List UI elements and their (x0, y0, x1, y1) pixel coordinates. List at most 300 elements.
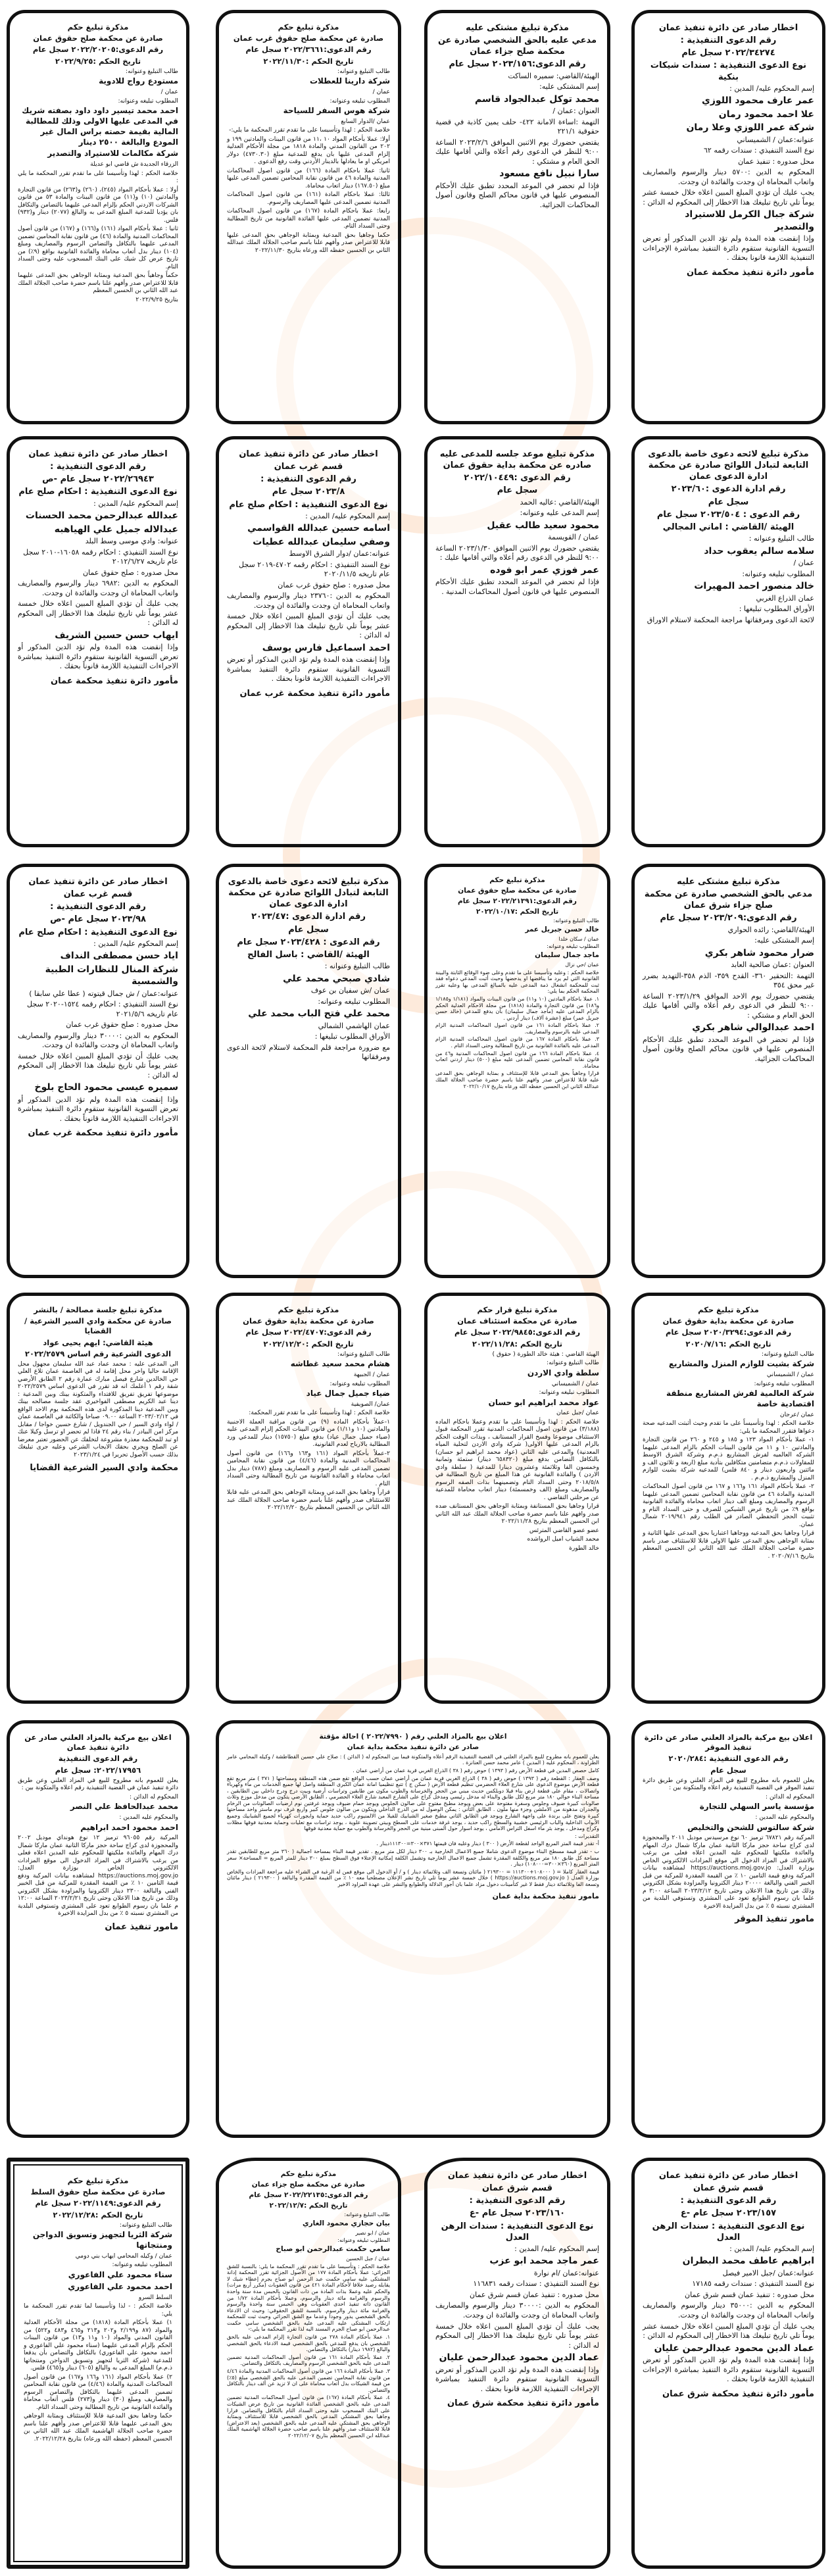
notice-label: المطلوب تبليغه وعنوانه: (330, 1379, 390, 1387)
notice-label: المطلوب تبليغه وعنوانه: (742, 569, 814, 578)
notice-paragraph: ثانيا: عملا باحكام المادة (١٦٦) من قانون اصول المحاكمات المدنية والمادة ٤٦ من قانون نقابة المحامين تضمين المدعى عليها مبلغ (١٦٧.٥٠) دينار اتعاب محاماة. (227, 166, 390, 189)
notice-heading: هيئة القاضي: ايهم يحيى عواد (43, 1337, 153, 1347)
notice-label: الأوراق المطلوب تبليغها : (314, 1032, 390, 1041)
notice-paragraph: ٤. عملا بأحكام المادة (١٦٧) من قانون أصول المحاكمات المدنية تضمين المدعى عليه بالحق الشخصي الفائدة القانونية من تاريخ عرض الشيكات على البنك المسحوب عليه وحتى السداد التام بالتكافل والتضامن. قرارا وجاهيا بحق المشتكي المدعي بالحق الشخصي قابلا للاستئناف وبمثابة الوجاهي بحق المشتكى عليه المدعى عليه بالحق الشخصي (بعد الاعتراض) قابلا للاستئناف صدر وأفهم علنا باسم صاحب حضرة الجلالة الهاشمية الملك عبدالله ابن الحسين المعظم بتاريخ ٢٠٢٢/١٢/٠٧ (227, 2394, 390, 2439)
party-name: اياد حسن مصطفى النداف (60, 951, 178, 962)
notice-label: المطلوب تبليغه وعنوانه: (337, 2237, 390, 2244)
notice-heading: رقم ادارة الدعوى :٢٠٢٣/٦٠ (671, 484, 786, 495)
notice-paragraph: فإذا لم تحضر في الموعد المحدد تطبق عليك الأحكام المنصوص عليها في قانون أصول المحاكمات المدنية . (435, 578, 599, 596)
notice-label: المطلوب تبليغه وعنوانه: (318, 997, 390, 1006)
notice-heading: رقم الدعوى:٢٠٢٢/٢٠٢٠٥ سجل عام (32, 45, 164, 55)
notice-paragraph: خلاصة الحكم : لهذا وتأسيساً على ما تقدم تقرر المحكمة: (249, 1409, 390, 1417)
party-name: عبدالله عبدالرحمن محمد الحسنات (25, 510, 178, 522)
notice-heading: رقم الدعوى:٢٠٢٢/٣٦٦١ سجل عام (245, 45, 372, 55)
notice-label: إسم المحكوم عليه/ المدين : (729, 2244, 814, 2253)
legal-notice (7, 1293, 189, 1704)
legal-notice (216, 864, 401, 1278)
notice-label: الهيئة القاضي : هيئة خالد الطورة ( حقوق ) (492, 1350, 599, 1358)
notice-label: عنوانه:عمان /دوار الشرق الاوسط (289, 549, 390, 558)
notice-heading: رقم الدعوى التنفيذية : (469, 2196, 566, 2206)
notice-label: عنوانه:عمان /جبل الامير فيصل (722, 2268, 814, 2277)
notice-signature: مأمور دائرة تنفيذ محكمة غرب عمان (28, 1128, 178, 1139)
notice-paragraph: أولا: عملا بأحكام المواد ١٠ ،١١ من قانون البينات والمادتين ١٩٩ و ٢٠٢ من القانون المدني والمادة ١٨١٨ من مجلة الأحكام العدلية إلزام المدعى عليها بان يدفع للمدعية مبلغ (٤٧٣٠.٣٠) دولار امريكي او ما يعادلها بالدينار الأردني وقت رفع الدعوى . (227, 135, 391, 166)
notice-paragraph: وإذا إنقضت هذه المدة ولم تؤد الدين المذكور أو تعرض التسوية القانونية ستقوم دائرة التنفيذ بمباشرة الإجراءات التنفيذية اللازمة قانونا بحقك . (643, 2356, 814, 2384)
legal-notice (424, 2158, 610, 2569)
notice-paragraph: لائحة الدعوى ومرفقاتها مراجعة المحكمة لاستلام الاوراق (647, 615, 814, 624)
notice-heading: صادرة عن محكمة صلح حقوق عمان (458, 886, 577, 895)
notice-heading: اخطار صادر عن دائرة تنفيذ عمان (28, 449, 168, 459)
notice-heading: اخطار صادر عن دائرة تنفيذ عمان (239, 449, 378, 459)
notice-label: عمان / وكيله المحامي ايهاب بني دومي (75, 2252, 172, 2260)
notice-label: عمان / الشميساني (766, 1371, 814, 1379)
notice-heading: صادرة عن محكمة صلح حقوق السلط (30, 2187, 166, 2197)
notice-paragraph: رابعا: عملا باحكام المادة (١٦٧) من قانون اصول المحاكمات المدنية تضمين المدعى عليها الفائدة القانونية من تاريخ المطالبة وحتى السداد التام. (227, 207, 390, 230)
notice-heading: ٢٠٢٢/١٧٩٥٦: سجل عام (55, 1765, 141, 1775)
notice-paragraph: وصف العقار : القطعة رقم ( ١٣٩٣ ) حوض رقم ( ٣٨ ) الذراع الغربي قرية عمان من أراضي عمان حسب الواقع تقع ضمن هذه المنطقة ومساحتها ( ٣٧١ ) متر مربع تقع قطعة الأرض موضوع الدعوى على شارع العلاء الحضرمي تنظيم قطعة الأرض ( سكن ج ) تتبع تنظيميا امانة عمان الكبرى المنطقة واصل لها جميع الخدمات من ماء وكهرباء واتصالات ، مقام على قطعة ارض بناء فيلا دوبلكس حديث مبني من الحجر والخرسانة والطوب مكون من طابقين وتراسات أرضية وبيت درج ودرج داخلي بين الطابقين ، مساحة البناء حوالي ١٨٠ متر مربع لكل طابق والبناء له مدخل رئيسي ومدخل كراج على الشارع المعبد شارع العلاء الحضرمي ، الطابق الأرضي يتكون من مدخل موزع وثلاث صالونات كبيرة ضيوف وجلوس وسفرة مفتوحة على بعض ويوجد مطبخ مفتوح على صالون الجلوس ويوجد حمام ضيوف ويوجد غرفتين نوم ارضيات الصالونات من الرخام والجدران مدهونة من الاملشن وجزء منها ملون . الطابق الثاني : يمكن الوصول له من الدرج الداخلي ويتكون من صالون جلوس كبير واربع غرف نوم ماستر واحد مساحتها كبيرة وتفتح على برندة على واجهة الشارع ويوجد في الطابق الثاني مطبخ صغير الشبابيك للفيلا من الالمنيوم راكب حديد حماية وابجورات كهرباء لجميع الشبابيك وجميع الأبواب الداخلية والباب الرئيسي خشبية والسطح راكب حديد ، يوجد غرفة خدمات على السطح وبيتي تصوينة علوية ، يوجد تراسات مع تعليات وحماية معدنية فوقها مظلات وكراج ومدخل ، يوجد بئر ماء اسفل التراس الامامي ، يوجد اسوار حول المبنى مبنية من الحجر والخرسانة والطوب مع حماية معدنية فوقها (227, 1775, 600, 1832)
notice-paragraph: يعلن للعموم بانه مطروح للبيع في المزاد العلني وعن طريق دائرة تنفيذ عمان في القضية التنفيذية رقم اعلاه والمتكونة بين : (18, 1776, 178, 1792)
notice-heading: مذكرة تبليغ قرار حكم (477, 1305, 558, 1314)
notice-paragraph: يجب عليك أن تؤدي المبلغ المبين اعلاه خلال خمسة عشر يوماً تلي تاريخ تبليغك هذا الاخطار إلى المحكوم له الدائن : (18, 1051, 178, 1079)
notice-signature: مامور تنفيذ عمان (105, 1921, 178, 1932)
notice-paragraph: ثالثا: عملا باحكام المادة (١٦١) من قانون اصول المحاكمات المدنية تضمين المدعى عليها المصاريف والرسوم. (227, 191, 390, 206)
notice-label: والمحكوم عليه المدين : (755, 1814, 814, 1821)
party-name: احمد اسماعيل فارس يوسف (262, 642, 390, 653)
party-name: ماجد جمال سليمان (535, 951, 599, 960)
party-name: وصفي سليمان عبدالله عطيات (253, 536, 390, 547)
notice-label: طالب التبليغ وعنوانه: (762, 1350, 814, 1358)
notice-label: المطلوب تبليغه وعنوانه: (118, 97, 178, 105)
notice-heading: رقم الدعوى:٢٠٢٣/٢٠٩ سجل عام (660, 913, 797, 924)
notice-heading: تاريخ الحكم :٢٠٢٢/١٢/٢٨ (53, 2210, 143, 2219)
party-name: شركة بشيت للوازم المنزل والمشاريع (668, 1359, 814, 1369)
notice-label: السلط السرو (138, 2293, 172, 2301)
party-name: سارا نبيل نافع مسعود (499, 168, 599, 180)
notice-label: إسم المشتكى عليه: (539, 82, 599, 91)
party-name: محمود سعيد طالب عقيل (487, 520, 599, 531)
notice-label: طالب التبليغ وعنوانه : (748, 534, 814, 543)
notice-heading: صادرة عن محكمة استئناف عمان (457, 1316, 577, 1326)
notice-paragraph: يقتضي حضورك يوم الاثنين الموافق ٢٠٢٣/٢/٦ الساعة ٩:٠٠ للنظر في الدعوى رقم أعلاه والتي أقامها عليك الحق العام و مشتكي : (435, 137, 600, 166)
notice-label: عمان / الشميساني (551, 1379, 599, 1387)
notice-paragraph: أ- تقدر قيمة المتر المربع الواحد لقطعة الأرض ( ٣٠٠ ) دينار وعليه فان قيمتها ٣٧١×٣٠٠=١١١٣٠٠دينار . (376, 1841, 599, 1847)
notice-label: إسم المحكوم عليه/ المدين : (514, 2244, 599, 2253)
notice-paragraph: حكماً وجاهياً بحق المدعية وبمثابة الوجاهي بحق المدعى عليهما قابلا للاعتراض صدر وأفهم علنا باسم حضرة صاحب الجلالة الملك عبد الله الثاني بن الحسين المعظم (18, 272, 178, 295)
notice-heading: رقم الدعوى:٢٠٢٢/٩٨٤٥ سجل عام (454, 1327, 581, 1337)
notice-heading: نوع الدعوى التنفيذية : احكام صلح عام (18, 487, 178, 497)
party-name: عماد الدين محمود عبدالرحمن عليان (439, 2352, 599, 2364)
notice-signature: محكمة وادي السير الشرعية القضايا (30, 1463, 178, 1474)
party-name: خالد منصور احمد المهيرات (694, 581, 814, 592)
notice-label: عضو عضو القاضي المترئس (529, 1526, 599, 1534)
notice-paragraph: يجب عليك أن تؤدي المبلغ المبين اعلاه خلال خمسة عشر يوماً تلي تاريخ تبليغك هذا الاخطار إلى المحكوم له الدائن : (435, 2321, 599, 2350)
party-name: مؤسسة ياسر السهلي للتجارة (699, 1802, 814, 1812)
notice-heading: ٢٠٢٣/١٦٠ سجل عام -ع (469, 2208, 566, 2219)
notice-paragraph: حكما وجاهيا بحق المدعية وبمثابة الوجاهي بحق المدعى عليها قابلا للاعتراض صدر وأفهم علنا باسم صاحب الجلالة الملك عبدالله الثاني بن الحسين حفظه الله ورعاه بتاريخ ٢٠٢٢/١١/٣٠ (227, 231, 390, 254)
notice-label: عمان الذراع الغربي (756, 593, 814, 603)
notice-heading: مذكرة تبليغ حكم (489, 876, 545, 884)
notice-label: عمان /عرجان (779, 1410, 814, 1418)
party-name: شركة عمر اللوزي وعلا رمان (686, 122, 814, 134)
notice-heading: رقم الدعوى التنفيذية : (50, 462, 146, 472)
notice-label: عمان / (793, 558, 814, 568)
notice-paragraph: ١. عملا بأحكام المادة ٢٧٨ من قانون التجارة إلزام المدعى عليه بالحق الشخصي بان يدفع للمدعي بالحق الشخصي قيمة الادعاء بالحق الشخصي والبالغ (١٩٨٢ دينار) بالتكافل والتضامن. (227, 2334, 391, 2353)
notice-label: والمحكوم عليه المدين : (119, 1814, 178, 1821)
notice-label: نوع السند التنفيذي : احكام رقمه ٤٧٠٢-٢٠١٩ سجل عام تاريخه ٢٠٢٠/١١/٥ (239, 560, 390, 579)
legal-notice (631, 10, 825, 424)
notice-label: نوع السند التنفيذي : سندات رقمه ٦٢ (704, 146, 814, 155)
notice-heading: رقم الدعوى التنفيذية :٢٠٢٠/٢٨٤ (668, 1754, 789, 1764)
legal-notice (216, 1720, 610, 2138)
party-name: ابراهيم عاطف محمد البطران (682, 2256, 814, 2267)
party-name: هشام محمد سعيد غطاشه (290, 1359, 390, 1369)
notice-paragraph: خلاصة الحكم : لهذا وتأسيسا على ما تقدم وعملا باحكام الماده (٣/١٨٨) من قانون اصول المحاكمات المدنية تقرر المحكمة قبول الاستئناف موضوعا وفسخ القرار المستانف ، وبذات الوقت الحكم بالزام المدعى عليها الاولى( شركة وادي الاردن لتحلية المياه المعدنية) والمدعى عليه الثاني (عواد محمد ابراهيم ابو حسان) بالتكافل التضامن بدفع مبلغ (٦٥٨٣٢٠ دينار) ستمئة وثمانية وخمسون الفا وثلاثمئة وعشرون دينارا للمدعية ( سلطة وادي الاردن ) والفائدة القانونية عن هذا المبلغ من تاريخ المطالبة في ٢٠١٨/٥/٨ وحتى السداد التام وتضمينهما بذات الصفه الرسوم والمصاريف ومبلغ (الف وخمسمئة) دينار اتعاب محاماة للمدعية عن مرحلتي التقاضي . (435, 1418, 599, 1501)
notice-paragraph: يعلن للعموم بانه مطروح للبيع بالمزاد العلني في القضية التنفيذية الرقم أعلاه والمتكونة فيما بين المحكوم له ( الدائن ) : صلاح علي حسين القطاطشة / وكيله المحامي عامر الطراونة ، المحكوم عليه ( المدين ) عامر محمد حسن العنانزة . (227, 1753, 599, 1766)
notice-heading: اخطار صادر عن دائرة تنفيذ عمان (658, 2171, 798, 2181)
notice-heading: قسم غرب عمان (63, 889, 133, 900)
notice-label: المطلوب تبليغه وعنوانه: (112, 2261, 172, 2269)
notice-heading: سجل عام (288, 924, 329, 935)
notice-heading: صادر عن دائرة تنفيذ محكمة بداية عمان (347, 1743, 479, 1751)
legal-notice (7, 10, 189, 424)
notice-paragraph: قرارا وجاهياً بحق المدعي قابلا للإستئناف و بمثابة الوجاهي بحق المدعى عليه قابلا للاعتراض صدر وافهم علنا باسم حضرة صاحب الجلالة الملك عبدالله الثاني ابن الحسين حفظه الله ورعاه بتاريخ ٢٠٢٢/١٠/١٧ (435, 1070, 599, 1089)
party-name: سناء محمود علي الفاعوري (68, 2269, 172, 2279)
legal-notice (424, 1293, 610, 1704)
party-name: سلطة وادي الاردن (527, 1368, 599, 1377)
notice-heading: صادرة عن محكمة وادي السير الشرعية / القضايا (24, 1316, 172, 1336)
notice-label: محمد الشياب اميل الرواشده (527, 1535, 599, 1543)
notice-heading: صادرة عن محكمة بداية حقوق عمان (662, 1316, 795, 1326)
notice-paragraph: ب - تقدر قيمة مسطح البناء موضوع الدعوى شاملا جميع الاعمال الخارجية بـ ٣٠٠ دينار لكل متر مربع . تقدير قيمة البناء بمساحة اجمالية ( ٣٦٠ متر مربع للطابقين تقدر مساحة كل طابق ١٨٠ متر مربع والكلفة المقدرة تشمل جميع الاعمال الخارجية وتشمل الكلفة إمكانية الإعتلاء فوق السطح بمبلغ ٣٠٠ دينار للمتر المربع = المساحة× سعر المتر المربع (٣٦٠×٣٠٠=١٠٨٠٠٠) دينار . (227, 1848, 599, 1868)
party-name: شادي صبحي محمد علي (283, 973, 390, 984)
notice-paragraph: المحكوم به الدين :٥٧٠٠ دينار والرسوم والمصاريف واتعاب المحاماة ان وجدت والفائدة ان وجدت. (643, 168, 814, 186)
notice-label: إسم المدعى عليه وعنوانه: (520, 508, 599, 518)
notice-heading: ٢٠٢٣/٩٨ سجل عام -ص (50, 914, 146, 925)
notice-heading: تاريخ الحكم :٢٠٢٢/١١/٢٨ (472, 1339, 563, 1349)
party-name: ضرار محمود شاهر بكري (704, 947, 814, 958)
notice-paragraph: وإذا إنقضت هذه المدة ولم تؤد الدين المذكور أو تعرض التسوية القانونية ستقوم دائرة التنفيذ بمباشرة الاجراءات التنفيذية اللازمة قانوناً بحقك . (18, 643, 178, 671)
notice-label: محل صدوره : صلح حقوق غرب عمان (278, 580, 390, 589)
notice-paragraph: المركبة رقم ٦٧٨٢١ ترميز ٦٠ نوع مرسيدس موديل ٢٠١١ والمحجوزة لدى كراج ساحة حجز ماركا الثانية عمان ماركا شمال درك المهام والعائدة ملكيتها للمحكوم عليه المدين اعلاه فعلى من يرغب بالاشتراك في المزاد الدخول الى موقع المزادات الالكتروني الخاص بوزارة العدل: https://auctions.moj.gov.jo لمشاهده بيانات المركبة ودفع قيمة التامين ١٠ ٪ من القيمة المقدرة للمركبة من قبل الخبير الفني والبالغة ٢٠٠٠٠ دينار الكترونيا والمزاودة بشكل الكتروني وذلك من تاريخ هذا الاعلان وحتى تاريخ ٢٠٢٣/٢/١٢ الساعة ٣:٠٠ م علما بان رسوم الطوابع تعود على المشتري وتستوفي البلدية من المشتري نسبته ٥ ٪ من بدل المزايدة الاخيرة (643, 1834, 815, 1910)
notice-paragraph: فإذا لم تحضر في الموعد المحدد تطبق عليك الأحكام المنصوص عليها في قانون محاكم الصلح وقانون أصول المحاكمات الجزائية. (643, 1035, 814, 1063)
notice-paragraph: ٢-عملاً بأحكام المواد (١٦١ و١٦٣ و١٦٦) من قانون أصول المحاكمات المدنية والمادة (٤/٤٦) من قانون نقابة المحامين تضمين المدعى عليه الرسوم و المصاريف ومبلغ (٧٨٧) دينار بدل اتعاب محاماة و الفائدة القانونية من تاريخ المطالبة وحتى السداد التام . (227, 1449, 391, 1487)
party-name: شركة دارينا للعطلات (309, 76, 390, 86)
party-name: مستودع رواج للادوية (99, 76, 178, 86)
party-name: محمد عبدالحافظ علي النصر (70, 1802, 178, 1812)
notice-heading: صادرة عن محكمة صلح حقوق غرب عمان (233, 34, 384, 43)
party-name: احمد محمود علي الفاعوري (68, 2281, 172, 2291)
party-name: ضياء جميل جمال عياد (306, 1389, 390, 1399)
notice-label: عمان/ الصويفية (351, 1400, 390, 1408)
party-name: سلامه سالم يعقوب حداد (704, 545, 814, 557)
legal-notice (424, 864, 610, 1278)
notice-label: إسم المشتكى عليه: (754, 936, 814, 945)
notice-heading: ٢٠٢٢/٣٤٢٧٤ سجل عام (681, 48, 775, 59)
notice-label: طالب التبليغ وعنوانه: (337, 1350, 390, 1358)
party-name: شركة مكالمات للاستيراد والتصدير (47, 149, 178, 159)
notice-paragraph: خلاصة الحكم : - لذا وتأسيسا لما تقدم تقرر المحكمة ما يلي: (24, 2302, 172, 2317)
legal-notice (631, 1293, 825, 1704)
notice-label: عمان الهاشمي الشمالي (318, 1021, 390, 1030)
notice-heading: ٢٠٢٣/١٥٧ سجل عام -ع (680, 2208, 777, 2219)
notice-paragraph: يقتضي حضورك يوم الاثنين الموافق ٢٠٢٣/١/٣٠ الساعة ٩:٠٠ للنظر في الدعوى رقم أعلاه والتي أقامها عليك : (435, 543, 600, 562)
notice-heading: رقم الدعوى:٢٠٢٢/١١٤٩ سجل عام (35, 2198, 161, 2208)
notice-paragraph: وإذا إنقضت هذه المدة ولم تؤد الدين المذكور أو تعرض التسوية القانونية ستقوم دائرة التنفيذ بمباشرة الاجراءات التنفيذية اللازمة قانونا بحقك . (227, 655, 390, 683)
notice-paragraph: مع ضرورة مراجعة قلم المحكمة لاستلام لائحة الدعوى ومرفقاتها (227, 1043, 390, 1062)
notice-label: طالب التبليغ وعنوانه: (553, 918, 599, 924)
notice-heading: تاريخ الحكم :٢٠٢٢/١٢/٢٠ (263, 1339, 354, 1349)
notice-paragraph: قيمة العقار كاملا = ( ١٠٨٠٠٠+١١١٣٠٠ = ٢١٩٣٠٠ ( مائتان وتسعة الف وثلاثمائة دينار ) و / أو الدخول الى موقع فمن له الرغبة في الشراء عليه مراجعة المزادات والخاص بوزارة العدل ( https://auctions.moj.gov.jo ) خلال خمسة عشر يوما تلي تاريخ نشر الإعلان مصطحبا معه ١٠ ٪ من القيمة المقدرة والبالغة ( ٢١٩٣٠٠ ) دينار مائتان وتسعة الفا وثلاثمائة دينار فقط لا غير كتأمينات دخول مزاد علما بان أجور الدلالة والطوابع والنشر على عهدة المزاود الاخير (227, 1868, 599, 1887)
notice-label: العنوان :عمان / (552, 107, 599, 116)
notice-heading: نوع الدعوى التنفيذية : احكام صلح عام (229, 499, 388, 510)
notice-label: عمان / (372, 88, 390, 96)
notice-heading: رقم الدعوى التنفيذية : (680, 2196, 777, 2206)
notice-heading: الدعوى الشرعية رقم اساس ٢٠٢٢/٢٥٧٩ (24, 1349, 172, 1358)
notice-heading: رقم ادارة الدعوى :٢٠٢٣/٤٧ (251, 912, 366, 922)
notice-heading: رقم الدعوى:٢٠٢٢/٤٧٠٧ سجل عام (245, 1327, 372, 1337)
notice-paragraph: ٢. عملا باحكام المادة ١٦١ من قانون اصول المحاكمات المدنية الزام المدعى عليه بالرسوم والمصاريف. (435, 1022, 599, 1035)
legal-notice (216, 436, 401, 847)
notice-label: الهيئة/القاضي: سميره الساكت (508, 71, 599, 80)
notice-label: المحكوم له الدائن : (130, 1793, 178, 1800)
notice-heading: اعلان بيع مركبة بالمزاد العلني صادر عن دائرة تنفيذ الموقر (644, 1733, 813, 1752)
notice-heading: قسم شرق عمان (481, 2183, 553, 2194)
notice-heading: اخطار صادر عن دائرة تنفيذ عمان (447, 2171, 587, 2181)
legal-notice (216, 10, 401, 424)
notice-label: محل صدوره : تنفيذ عمان (738, 157, 814, 166)
legal-notice (424, 10, 610, 424)
notice-label: بتاريخ ٢٠٢٢/٩/٢٥ (135, 295, 178, 303)
notice-paragraph: ١- عملا بأحكام المواد ١٢٣ و ١٨٥ و ٢٤٥ و ٢٦٠ من قانون التجارة والمادتين ١٠ و ١١ من قانون البينات الحكم بالزام المدعى عليهما الشركه العالميه لفرش المشاريع ذ.م.م وشركة الشرق الاوسط للمقاولات ذ.م.م متضامنين متكافلين بتأدية مبلغ (اربعة و ثلاثون الف و مائتين واربعون دينار و ٨٤٠ فلس) للمدعيه شركة بشيت للوازم المنزل والمشاريع ذ.م.م . (643, 1436, 815, 1481)
legal-notice (631, 1720, 825, 2138)
notice-paragraph: فإذا لم تحضر في الموعد المحدد تطبق عليك الأحكام المنصوص عليها في قانون محاكم الصلح وقانون أصول المحاكمات الجزائية. (435, 181, 599, 209)
notice-heading: تاريخ الحكم :٢٠٢٢/١٠/١٧ (476, 907, 559, 916)
notice-paragraph: المحكوم به الدين :٣٠٠٠٠ دينار والرسوم والمصاريف واتعاب المحاماة ان وجدت والفائدة ان وجدت. (435, 2301, 599, 2319)
notice-heading: الهيئة /القاضي : اماني المجالي (662, 522, 795, 532)
notice-heading: رقم الدعوى التنفيذية : (50, 902, 146, 912)
legal-notice (7, 864, 189, 1278)
legal-notice (631, 864, 825, 1278)
notice-label: عمان / ابو نصير (355, 2229, 390, 2236)
notice-paragraph: المحكوم به الدين :٣٠٠٠٠ دينار والرسوم والمصاريف واتعاب المحاماة ان وجدت والفائدة ان وجدت. (18, 1031, 178, 1050)
party-name: شركة المنال للنظارات الطبية والشمسية (45, 964, 178, 987)
party-name: علا احمد محمود رمان (718, 109, 814, 120)
notice-label: عمان /ش سفيان بن عوف (310, 986, 390, 995)
notice-paragraph: ١) عملا بأحكام المادة (١٨١٨) من مجلة الأحكام العدلية والمواد (٨٧ و٢/١٩٩ و٢٠٢ و٢١٣ و٤٦٥ و٤٨٣ و٥٢٢) من القانون المدني والمواد (١٠ و١١ و١٣) من قانون البينات الحكم بإلزام المدعى عليهما (سناء محمود علي الفاعوري و أحمد محمود علي الفاعوري) بالتكافل والتضامن بأن يدفعا للمدعية (شركة الثريا لتجهيز وتسويق الدواجن ومنتجاتها ذ.م.م) المبلغ المدعى به والبالغ (٦٠٥) دينار و(٤٦٥) فلس. (24, 2319, 173, 2371)
notice-paragraph: يجب عليك أن تؤدي المبلغ المبين اعلاه خلال خمسة عشر يوماً تلي تاريخ تبليغك هذا الاخطار إلى المحكوم له الدائن : (227, 612, 390, 640)
notice-heading: قسم شرق عمان (693, 2183, 764, 2194)
party-name: شركة هوس السفر للسياحة (283, 106, 390, 116)
notice-label: عنوانه:عمان / ش جمال قيتوته ( عطا علي سابقا ) (29, 989, 178, 998)
notice-label: عمان / سكان خلدا (558, 935, 599, 942)
notice-heading: صادرة عن محكمة صلح جزاء عمان (251, 2180, 366, 2189)
notice-heading: اعلان بيع مركبة بالمزاد العلني صادر عن دائرة تنفيذ عمان (24, 1733, 172, 1752)
notice-paragraph: التهمة :التحقير ٣٦٠- القدح ٣٥٩- الذم ٣٥٨-التهديد بضرر غير محق ٣٥٤ (643, 971, 814, 990)
party-name: سامي حكمت عبدالرحمن ابو صباح (276, 2245, 390, 2254)
party-name: محمد توكل عبدالجواد قاسم (475, 93, 599, 105)
party-name: سميره عيسى محمود الحاج بلوخ (34, 1082, 178, 1093)
notice-paragraph: ٢. عملا بأحكام المادة ١٦١ من قانون أصول المحاكمات المدنية تضمين المدعى عليه بالحق الشخصي الرسوم والمصاريف بالتكافل والتضامن. (227, 2354, 391, 2367)
notice-paragraph: المحكوم به الدين :٣٥٠٠٠ دينار والرسوم والمصاريف واتعاب المحاماة ان وجدت والفائدة ان وجدت. (643, 2301, 814, 2319)
notice-heading: مذكرة تبليغ حكم (698, 1305, 759, 1314)
notice-signature: مامور تنفيذ محكمة بداية عمان (492, 1891, 599, 1900)
notice-paragraph: خلاصة الحكم : لهذا وتأسيسا على ما تقدم تقرر المحكمة ما يلي : (18, 169, 178, 185)
party-name: شركة سالتوس للشحن والتخليص (687, 1822, 814, 1832)
notice-heading: رقم الدعوى التنفيذية : (260, 474, 356, 485)
party-name: عمر فوزي عمر ابو فوده (490, 564, 599, 576)
notice-heading: سجل عام (497, 485, 538, 496)
notice-paragraph: وإذا إنقضت هذه المدة ولم تؤد الدين المذكور أو تعرض التسوية القانونية ستقوم دائرة التنفيذ بمباشرة الاجراءات التنفيذية اللازمة قانوناً بحقك . (18, 1095, 178, 1123)
notice-heading: رقم الدعوى :٢٠٢٢/١٠٤٤٩ (464, 473, 571, 483)
notice-paragraph: ٢- عملا بأحكام المواد ١٦١ و١٦٦ و ١٦٧ من قانون أصول المحاكمات المدنية والمادة ٤٦ من قانون نقابة المحامين تضمين المدعى عليهما الرسوم والمصاريف ومبلغ الف دينار اتعاب محاماة والفائدة القانونية بواقع ٩٪ من تاريخ عرض الشيكين للصرف و حتى السداد التام و تثبيت الحجز التحفظي الصادر في الطلب رقم ٢٠١٩/٩٤١ شمال عمان. (643, 1483, 815, 1528)
notice-label: المطلوب تبليغه وعنوانه: (539, 1389, 599, 1397)
notice-heading: مذكرة تبليغ لائحه دعوى خاصة بالدعوى التابعة لتبادل اللوائح صادرة عن محكمة ادارة الدعوى عمان (228, 877, 389, 910)
notice-label: خالد الطورة (569, 1544, 599, 1552)
notice-label: نوع السند التنفيذي : سندات رقمه ١١٦٨٣١ (473, 2279, 599, 2289)
notice-heading: رقم الدعوى:٢٠٢٣/١٥٦ سجل عام (449, 59, 586, 70)
party-name: عواد محمد ابراهيم ابو حسان (488, 1397, 599, 1407)
notice-label: عنوانه:عمان /ام نوارة (533, 2268, 599, 2277)
party-name: ايهاب حسن حسين الشريف (55, 630, 178, 641)
notice-label: طالب التبليغ وعنوانه : (324, 962, 390, 971)
notice-label: إسم المحكوم عليه/ المدين : (93, 499, 178, 508)
notice-heading: سجل عام (708, 497, 749, 507)
notice-signature: مأمور دائرة تنفيذ محكمة غرب عمان (239, 688, 390, 699)
notice-heading: رقم الدعوى التنفيذية (58, 1754, 138, 1764)
notice-label: نوع السند التنفيذي : احكام رقمه ١٦٠٥٨-٢٠١٠ سجل عام تاريخه ٢٠١٢/٦/٢٧ (23, 547, 178, 566)
notice-label: المطلوب تبليغه وعنوانه: (754, 1379, 814, 1387)
notice-label: المطلوب تبليغه وعنوانه: (547, 943, 599, 950)
notice-label: طالب التبليغ وعنوانه: (547, 1359, 599, 1367)
notice-label: عمان /الدوار السابع (341, 117, 390, 125)
party-name: خالد حسن جبريل عمر (525, 926, 599, 934)
notice-label: الهيئة/القاضي :عاليه الحمد (520, 497, 599, 507)
notice-paragraph: ثانيا : عملا بأحكام المواد (١٦١) و(١٦٦) و (١٦٧) من قانون أصول المحاكمات المدنية والمادة (٤٦) من قانون نقابة المحامين تضمين المدعى عليهما بالتكافل والتضامن الرسوم والمصاريف ومبلغ (١٠٤) دينار بدل أتعاب محاماة والفائدة القانونية بواقع (٩٪) من تاريخ عرض كل شيك على البنك المسحوب عليه وحتى السداد التام. (18, 225, 179, 270)
notice-paragraph: كامل حصص المدين في قطعة الأرض رقم ( ١٣٩٣ ) حوض رقم ( ٣٨ ) الذراع الغربي قرية عمان من أراضي عمان . (353, 1767, 599, 1773)
party-name: احمد محمود احمد ابراهيم (80, 1822, 178, 1832)
party-name: بيان حجازي محمود الغاري (302, 2219, 390, 2228)
notice-label: عنوانه: وادي موسى وسط البلد (85, 537, 178, 546)
notice-paragraph: المركبة رقم ٩٦٠٥٥ ترميز ١٢ نوع هونداي موديل ٢٠٠٢ والمحجوزة لدى كراج ساحة حجز ماركا الثانية عمان ماركا شمال درك المهام والعائدة ملكيتها للمحكوم عليه المدين اعلاه فعلى من يرغب بالاشتراك في المزاد الدخول الى موقع المزادات الالكتروني الخاص بوزارة العدل: https://auctions.moj.gov.jo لمشاهده بيانات المركبة ودفع قيمة التامين ١٠ ٪ من القيمة المقدرة للمركبة من قبل الخبير الفني والبالغة ٢٣٠٠ دينار الكترونيا والمزاودة بشكل الكتروني وذلك من تاريخ هذا الاعلان وحتى تاريخ ٢٠٢٣/٢/٢١ الساعة ١٢:٠٠ م علما بان رسوم الطوابع تعود على المشتري وتستوفي البلدية من المشتري نسبته ٥ ٪ من بدل المزايدة الاخيرة (18, 1834, 178, 1918)
notice-label: نوع السند التنفيذي : سندات رقمه ١٧١٨٥ (692, 2279, 814, 2289)
party-name: اسامه حسين عبدالله القواسمي (247, 523, 390, 534)
notice-label: إسم المحكوم عليه/ المدين : (305, 511, 390, 520)
notice-paragraph: ٣. عملا بأحكام المادة ١٦٦ من قانون أصول المحاكمات المدنية والمادة ٤/٤٦ من قانون نقابة المحامين تضمين المدعى عليه بالحق الشخصي مبلغ (٥٪) من قيمة الشيكات بدل أتعاب محاماة على ان لا تزيد عن ألف دينار بالتكافل والتضامن. (227, 2368, 390, 2393)
notice-paragraph: حكما وجاهيا بحق المدعية قابلا للإستئناف وبمثابة الوجاهي بحق المدعى عليهما قابلا للاعتراض صدر وأفهم علنا باسم حضرة صاحب الجلالة الهاشمية الملك عبد الله الثاني بن الحسين المعظم (حفظه الله ورعاه) بتاريخ ٢٠٢٢/١٢/٢٨. (24, 2412, 172, 2442)
notice-label: إسم المحكوم عليه/ المدين : (729, 84, 814, 93)
party-name: عماد الدين محمود عبدالرحمن عليان (654, 2342, 814, 2354)
notice-heading: ٢٠٢٣/٨ سجل عام (272, 487, 345, 497)
notice-label: طالب التبليغ وعنوانه: (126, 67, 178, 75)
notice-label: عمان / القويسمة (548, 533, 599, 542)
notice-heading: رقم الدعوى:٢٠٢٢/٢٢١٣٥ سجل عام (249, 2191, 368, 2199)
notice-heading: مذكرة تبليغ حكم (67, 22, 129, 32)
notice-heading: تاريخ الحكم :٢٠٢٠/٧/١٦ (685, 1339, 771, 1349)
notice-heading: مذكرة تبليغ حكم (280, 2170, 337, 2178)
legal-notice (631, 2158, 825, 2569)
notice-heading: رقم الدعوى : ٢٠٢٣/٥٠٤ سجل عام (656, 509, 800, 520)
notice-heading: مذكرة تبليغ مشتكى عليه (677, 877, 780, 887)
notice-paragraph: الى المدعى عليه : محمد عماد عبد الله سليمان مجهول محل الإقامة حاليا واخر محل إقامة له في العاصمة عمان تلاع العلي حي الخالدين شارع فيصل مبارك عمارة رقم ٢ الطابق الأرضي شقة رقم ١ أعلمك انه قد تقرر في الدعوى اساس ٢٠٢٢/٢٥٧٩ موضوعها تفريق تفريق للافتداء والمتكونة بينك وبين المدعية : دينا عبد الكريم مصطفى الفواخيري عقد جلسة مصالحه بينك وبين المدعية دينا المذكورة لدى هذه المحكمة يوم الاحد الواقع في ٢٠٢٣/٠٢/١٢ الساعة ٠٩.٠٠ صباحا والكائنة في العاصمة عمان / لواء وادي السير / حي الجندويل / شارع حسين خواجا / مقابل مركز امن البيادر / بناء رقم ٢٤ فاذا لم تحضر او ترسل وكيلا عنك او تبد للمحكمة معذرة مشروعة لتخلفك عن الحضور تعتبر معرضا عن الصلح ويجري بحقك الايجاب الشرعي وعليه جرى تبليغك بذلك حسب الأصول تحريرا في ٢٠٢٣/١/٢٤ (18, 1360, 178, 1458)
party-name: شركة الثريا لتجهيز وتسويق الدواجن ومنتجاتها (32, 2230, 172, 2250)
notice-label: المحكوم له الدائن : (766, 1793, 814, 1800)
notice-heading: اخطار صادر عن دائرة تنفيذ عمان (658, 23, 798, 33)
notice-label: طالب التبليغ وعنوانه: (120, 2221, 172, 2229)
notice-heading: مذكرة تبليغ جلسة مصالحة / بالنشر (34, 1305, 162, 1314)
legal-notice (424, 436, 610, 847)
notice-paragraph: ٤. عملا باحكام المادة ١٦٦ من قانون اصول المحاكمات المدنية و٤٦ من قانون نقابة المحامين تضمين المدعى عليه مبلغ (٥٠٠) دينار اردني اتعاب محاماة. (435, 1050, 600, 1069)
notice-paragraph: ٢) عملا بأحكام المواد (١٦١ و١٦٦ و١٦٧) من قانون أصول المحاكمات المدنية والمادة (٤/٤٦) من قانون نقابة المحامين تضمين المدعى عليهما بالتكافل والتضامن الرسوم والمصاريف ومبلغ (٣٠) دينار و(٢٧٣) فلس أتعاب محاماة والفائدة القانونية من تاريخ المطالبة وحتى السداد التام. (24, 2373, 173, 2411)
notice-label: محل صدوره : صلح حقوق غرب عمان (66, 1020, 178, 1029)
notice-label: إسم المحكوم عليه/ المدين : (93, 939, 178, 948)
party-name: شركة جبال الكرمل للاستيراد والتصدير (685, 209, 814, 232)
notice-heading: اعلان بيع بالمزاد العلني رقم ( ٢٠٢٢/٧٩٩٠ ) احالة مؤقتة (319, 1733, 507, 1741)
notice-heading: مذكرة تبليغ مشتكى عليه (466, 23, 569, 33)
notice-heading: نوع الدعوى التنفيذية : سندات شيكات بنكية (650, 61, 807, 82)
legal-notice (216, 1293, 401, 1704)
notice-paragraph: قراراً وجاهيا بحق المدعي وبمثابة الوجاهي بحق المدعى عليه قابلا للاستئناف صدر وأفهم علناً باسم حضرة صاحب الجلالة الملك عبد الله الثاني بن الحسين المعظم بتاريخ ٢٠٢٢/١٢/٢٠ (227, 1489, 390, 1512)
notice-heading: مذكرة تبليغ موعد جلسه للمدعى عليه صادره عن محكمة بداية حقوق عمان (439, 449, 595, 471)
notice-signature: مأمور دائرة تنفيذ محكمة شرق عمان (447, 2398, 599, 2409)
notice-label: محل صدوره : تنفيذ عمان قسم شرق عمان (685, 2290, 814, 2299)
notice-heading: تاريخ الحكم :٢٠٢٢/٩/٢٥ (55, 56, 141, 66)
notice-heading: رقم الدعوى:٢٠٢٢/٢١٣٩١ سجل عام (458, 897, 577, 905)
notice-heading: رقم الدعوى:٢٠٢٠/٣٢٩٤ سجل عام (665, 1327, 792, 1337)
notice-paragraph: وإذا إنقضت هذه المدة ولم تؤد الدين المذكور أو تعرض التسوية القانونية ستقوم دائرة التنفيذ بمباشرة الإجراءات التنفيذية اللازمة قانونا بحقك . (643, 234, 814, 262)
notice-heading: رقم الدعوى التنفيذية : (680, 36, 777, 46)
party-name: احمد عبدالوالي شاهر بكري (692, 1022, 814, 1033)
notice-paragraph: قرارا وجاهيا بحق المستانفة وبمثابة الوجاهي بحق المستانف ضده صدر وافهم علنا باسم حضرة صاحب الجلالة الملك عبد الله الثاني ابن الحسين المعظم بتاريخ ٢٠٢٢/١١/٢٨ (435, 1502, 599, 1525)
notice-heading: مذكرة تبليغ لائحه دعوى خاصة بالدعوى التابعة لتبادل اللوائح صادرة عن محكمة ادارة الدعوى عمان (648, 449, 809, 482)
notice-paragraph: يجب عليك أن تؤدي المبلغ المبين اعلاه خلال خمسة عشر يوماً تلي تاريخ تبليغك هذا الاخطار إلى المحكوم له الدائن : (18, 599, 178, 628)
notice-signature: مامور تنفيذ الموقر (735, 1914, 814, 1925)
notice-label: الزرقاء الجديدة ش قاضي ابو عديلة (90, 161, 178, 168)
notice-heading: مذكرة تبليغ حكم (278, 1305, 339, 1314)
notice-paragraph: ١-عملاً بأحكام الماده (٩) من قانون مراقبة العملة الاجنبية والمادتين (١٠ و١/١١) من قانون البينات الحكم إلزام المدعى عليه (ضياء جميل جمال عياد) بدفع مبلغ (١٥٧٥٠) دينار للمدعي ورد المطالبة بالارباح لعدم القانونية. (227, 1418, 390, 1449)
legal-notice (216, 2158, 401, 2569)
party-name: محمد علي فتح الباب محمد علي (248, 1008, 390, 1020)
notice-heading: صادرة عن محكمة بداية حقوق عمان (243, 1316, 374, 1326)
notice-heading: نوع الدعوى التنفيذية : سندات الرهن العدل (441, 2221, 594, 2242)
notice-label: نوع السند التنفيذي : احكام رقمه ١٥٢٤-٢٠٢٠ سجل عام تاريخه ٢٠٢١/٥/٦ (27, 1000, 178, 1018)
notice-label: طالب التبليغ وعنوانه: (344, 2212, 390, 2218)
notice-paragraph: خلاصة الحكم : لهذا وتأسيسا على ما تقدم تقرر المحكمة ما يلي:- (229, 126, 390, 134)
notice-paragraph: المحكوم به الدين :٢٣٧٦٠ دينار والرسوم والمصاريف واتعاب المحاماة ان وجدت والفائدة ان وجدت. (227, 591, 390, 610)
notice-paragraph: ٣. عملا باحكام المادة ١٦٧ من قانون اصول المحاكمات المدنية الزام المدعى عليه بالفائدة القانونية من تاريخ المطالبة وحتى السداد التام . (435, 1036, 599, 1049)
notice-heading: مذكرة تبليغ حكم (67, 2176, 129, 2185)
notice-paragraph: أولا : عملا بأحكام المواد (٢٤٥)، (٢٦٠) و(٢٦٣) من قانون التجارة والمادتين (١٠) و(١١) من قانون البينات والمادة ٥٣ من قانون الشركات الاردني الحكم بإلزام المدعى عليهما بالتضامن والتكافل بان يؤديا للمدعية المبلغ المدعى به والبالغ (٢٠٧٧) دينار و(٩٣٢) فلس. (18, 186, 179, 224)
notice-heading: مذكرة تبليغ حكم (278, 22, 339, 32)
notice-label: عنوانه:عمان / الشميساني (737, 135, 814, 144)
notice-paragraph: وإذا إنقضت هذه المدة ولم تؤد الدين المذكور أو تعرض التسوية القانونية ستقوم دائرة التنفيذ بمباشرة الإجراءات التنفيذية اللازمة قانونا بحقك . (435, 2365, 599, 2393)
notice-label: عمان /جبل عمان (556, 1409, 599, 1417)
notice-heading: سجل عام (710, 1765, 746, 1775)
notice-signature: مأمور دائرة تنفيذ محكمة شرق عمان (662, 2389, 814, 2399)
notice-heading: الهيئة /القاضي : باسل الفالح (247, 949, 370, 960)
notice-label: المطلوب تبليغه وعنوانه: (330, 97, 390, 105)
notice-label: عمان / (160, 88, 178, 96)
notice-heading: اخطار صادر عن دائرة تنفيذ عمان (28, 877, 168, 887)
notice-heading: مدعي عليه بالحق الشخصي صادرة عن محكمة صلح جزاء عمان (437, 36, 597, 57)
notice-paragraph: ١. عملا باحكام المادتين (١٠ و١١) من قانون البينات والمواد (١/١٨١ و١/١٨٥ و١٨٦) من قانون التجارة والمادة (١٨١٨) من مجلة الاحكام العدلية الحكم بالزام المدعى عليه (ماجد جمال سليمان) بأن يدفع للمدعي (خالد حسن جبريل عمر) مبلغ (عشرة آلاف) دينار أردني . (435, 995, 600, 1021)
notice-label: العنوان :عمان صالحية العابد (731, 960, 814, 970)
notice-label: عمان / الجبيهة (353, 1371, 390, 1379)
notice-heading: نوع الدعوى التنفيذية : احكام صلح عام (18, 927, 178, 937)
notice-heading: مدعي بالحق الشخصي صادرة عن محكمة صلح جزاء شرق عمان (644, 889, 813, 911)
notice-paragraph: يجب عليك أن تؤدي المبلغ المبين اعلاه خلال خمسة عشر يوماً تلي تاريخ تبليغك هذا الاخطار إلى المحكوم له الدائن : (643, 2321, 814, 2341)
notice-paragraph: التهمة :اساءة الامانة ٤٢٢- حلف يمين كاذبة في قضية حقوقية ٢٢١/١ (435, 117, 600, 136)
notice-heading: ٢٠٢٢/٢٦٩٤٣ سجل عام -ص (42, 474, 154, 485)
notice-paragraph: خلاصة الحكم : وعليه وتأسيسا على ما تقدم وعلى ضوء الوقائع الثابتة والبينة القانونية التي لم يرد ما يناقضها او يدحضها وحيث أثبت المدعي دعواه فقد ثبت للمحكمة انشغال ذمة المدعى عليه بالمبالغ المدعى بها وعليه تقرر المحكمة الحكم بما يلي: (435, 969, 599, 995)
